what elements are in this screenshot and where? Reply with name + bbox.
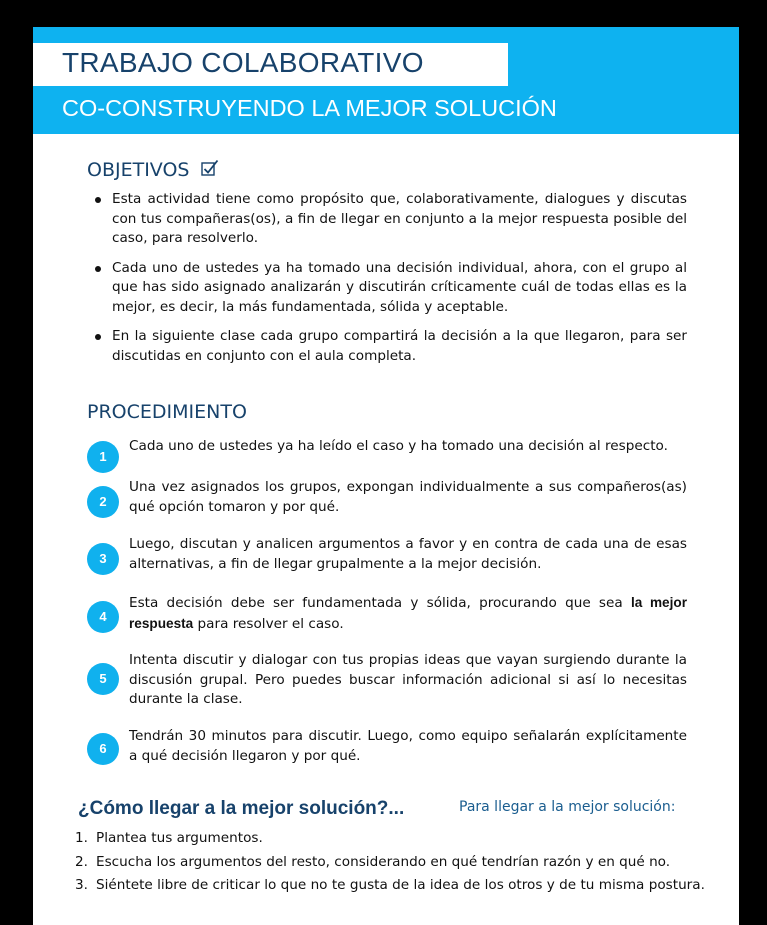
- list-number: 3.: [75, 877, 88, 893]
- step-number-badge: 6: [87, 733, 119, 765]
- page-title: TRABAJO COLABORATIVO: [62, 47, 424, 78]
- list-item: [75, 874, 715, 898]
- bullet-icon: [95, 334, 101, 340]
- list-text: Plantea tus argumentos.: [96, 830, 263, 846]
- step-text: Tendrán 30 minutos para discutir. Luego, como equipo señalarán explícitamente a qué decisión llegaron y por qué.: [129, 728, 687, 764]
- step-number-badge: 3: [87, 543, 119, 575]
- step-text-part: Esta decisión debe ser fundamentada y sólida, procurando que sea: [129, 595, 631, 611]
- header-band: [33, 27, 739, 134]
- document-page: [33, 27, 739, 925]
- como-heading: ¿Cómo llegar a la mejor solución?...: [78, 798, 405, 819]
- page-subtitle: CO-CONSTRUYENDO LA MEJOR SOLUCIÓN: [62, 95, 557, 121]
- list-item: [95, 259, 687, 318]
- list-number: 2.: [75, 853, 88, 870]
- step-number-badge: 4: [87, 601, 119, 633]
- como-list: [75, 827, 715, 898]
- list-number: 1.: [75, 830, 88, 846]
- bullet-icon: [95, 197, 101, 203]
- list-text: Siéntete libre de criticar lo que no te gusta de la idea de los otros y de tu misma postura.: [96, 877, 705, 893]
- step-number-badge: 5: [87, 663, 119, 695]
- list-item: [95, 190, 687, 249]
- como-subheading: Para llegar a la mejor solución:: [459, 799, 676, 815]
- procedimiento-heading: PROCEDIMIENTO: [87, 401, 247, 423]
- list-text: Escucha los argumentos del resto, considerando en qué tendrían razón y en qué no.: [96, 853, 671, 870]
- step-text: Intenta discutir y dialogar con tus propias ideas que vayan surgiendo durante la discusión grupal. Pero puedes buscar información adicional si así lo necesitas durante la clase.: [129, 652, 687, 707]
- step-text: Cada uno de ustedes ya ha leído el caso y ha tomado una decisión al respecto.: [129, 438, 668, 454]
- step-text: Una vez asignados los grupos, expongan individualmente a sus compañeros(as) qué opción tomaron y por qué.: [129, 479, 687, 515]
- step-text: Luego, discutan y analicen argumentos a favor y en contra de cada una de esas alternativas, a fin de llegar grupalmente a la mejor decisión.: [129, 536, 687, 572]
- objetivos-list: [95, 190, 687, 376]
- step-text: [129, 593, 687, 634]
- step-number-badge: 2: [87, 486, 119, 518]
- step-number-badge: 1: [87, 441, 119, 473]
- bullet-text: En la siguiente clase cada grupo compartirá la decisión a la que llegaron, para ser discutidas en conjunto con el aula completa.: [112, 328, 687, 364]
- checkbox-icon: [200, 158, 220, 183]
- step-text-part: para resolver el caso.: [193, 615, 344, 632]
- list-item: [95, 327, 687, 366]
- bullet-text: Esta actividad tiene como propósito que, colaborativamente, dialogues y discutas con tus compañeras(os), a fin de llegar en conjunto a la mejor respuesta posible del caso, para resolverlo.: [112, 191, 687, 246]
- objetivos-heading: [87, 158, 220, 183]
- bullet-text: Cada uno de ustedes ya ha tomado una decisión individual, ahora, con el grupo al que has sido asignado analizarán y discutirán críticamente cuál de todas ellas es la mejor, es decir, la más fundamentada, sólida y aceptable.: [112, 259, 687, 315]
- bullet-icon: [95, 266, 101, 272]
- objetivos-heading-text: OBJETIVOS: [87, 159, 190, 181]
- list-item: [75, 851, 715, 875]
- step-text-emphasis: la mejor respuesta: [129, 595, 687, 631]
- list-item: [75, 827, 715, 851]
